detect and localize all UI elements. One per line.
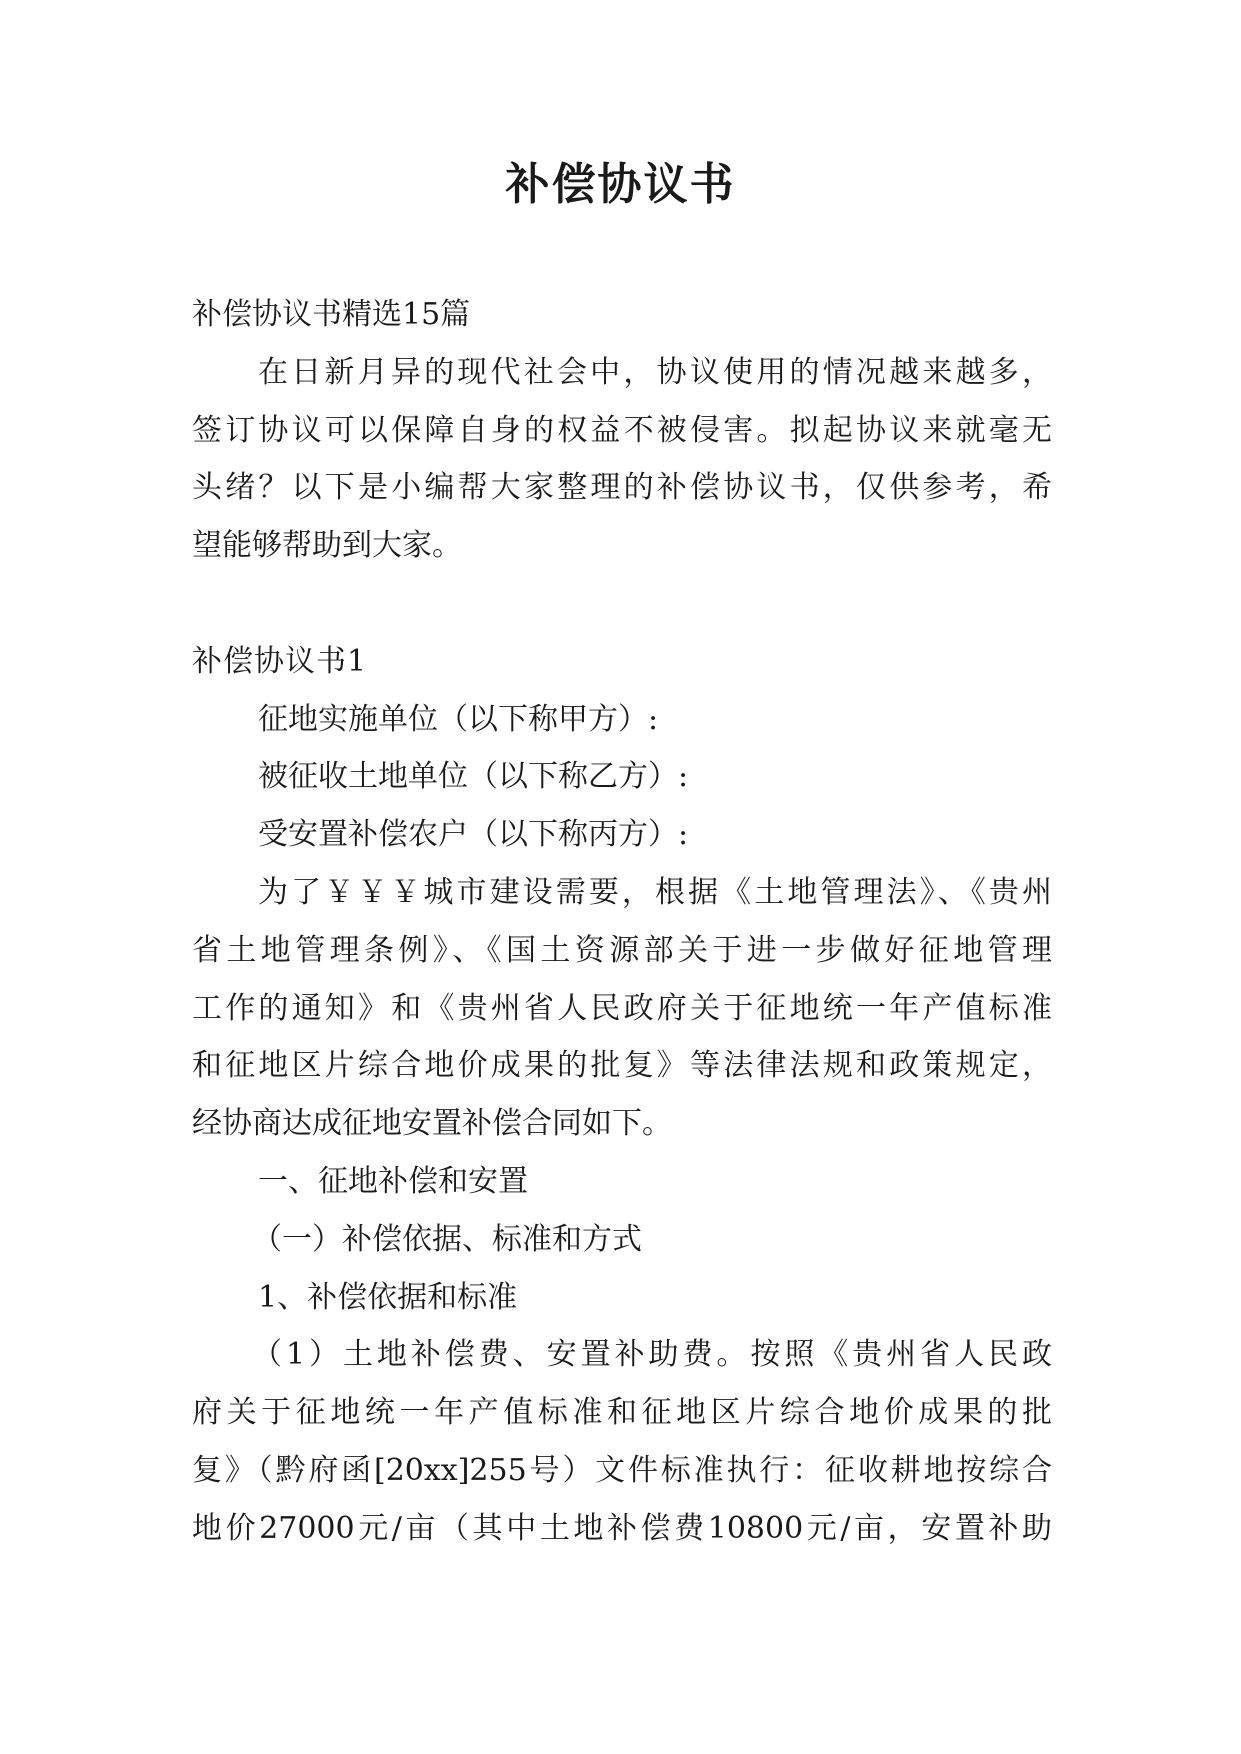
document-body (192, 286, 1052, 1558)
intro-line: 望能够帮助到大家。 (192, 528, 462, 564)
document-subtitle: 补偿协议书精选15篇 (192, 297, 471, 332)
sub-clause-heading: （一）补偿依据、标准和方式 (252, 1221, 642, 1257)
document-title: 补偿协议书 (505, 159, 736, 210)
preamble-line: 省土地管理条例》、《国土资源部关于进一步做好征地管理 (192, 932, 1052, 968)
party-line: 受安置补偿农户（以下称丙方）: (258, 817, 689, 853)
preamble-line: 工作的通知》和《贵州省人民政府关于征地统一年产值标准 (192, 990, 1052, 1026)
item-line: （1）土地补偿费、安置补助费。按照《贵州省人民政 (252, 1337, 1052, 1373)
item-line: 府关于征地统一年产值标准和征地区片综合地价成果的批 (192, 1395, 1052, 1431)
parties-list (192, 691, 1052, 864)
intro-line: 头绪？以下是小编帮大家整理的补偿协议书，仅供参考，希 (192, 470, 1052, 506)
section-heading: 补偿协议书1 (192, 643, 368, 679)
preamble-paragraph (192, 864, 1052, 1153)
preamble-line: 经协商达成征地安置补偿合同如下。 (192, 1106, 672, 1142)
paragraph-gap (192, 575, 1052, 633)
preamble-line: 和征地区片综合地价成果的批复》等法律法规和政策规定， (192, 1048, 1052, 1084)
clause-heading: 一、征地补偿和安置 (258, 1163, 528, 1199)
intro-line: 签订协议可以保障自身的权益不被侵害。拟起协议来就毫无 (192, 412, 1052, 448)
item-line: 地价27000元/亩（其中土地补偿费10800元/亩，安置补助 (192, 1510, 1052, 1546)
item-heading: 1、补偿依据和标准 (258, 1279, 518, 1315)
intro-paragraph (192, 344, 1052, 575)
item-line: 复》（黔府函[20xx]255号）文件标准执行：征收耕地按综合 (192, 1452, 1052, 1488)
party-line: 被征收土地单位（以下称乙方）: (258, 759, 689, 795)
party-line: 征地实施单位（以下称甲方）: (258, 701, 659, 737)
preamble-line: 为了￥￥￥城市建设需要，根据《土地管理法》、《贵州 (258, 874, 1052, 910)
intro-line: 在日新月异的现代社会中，协议使用的情况越来越多， (258, 354, 1052, 390)
item-paragraph (192, 1326, 1052, 1557)
